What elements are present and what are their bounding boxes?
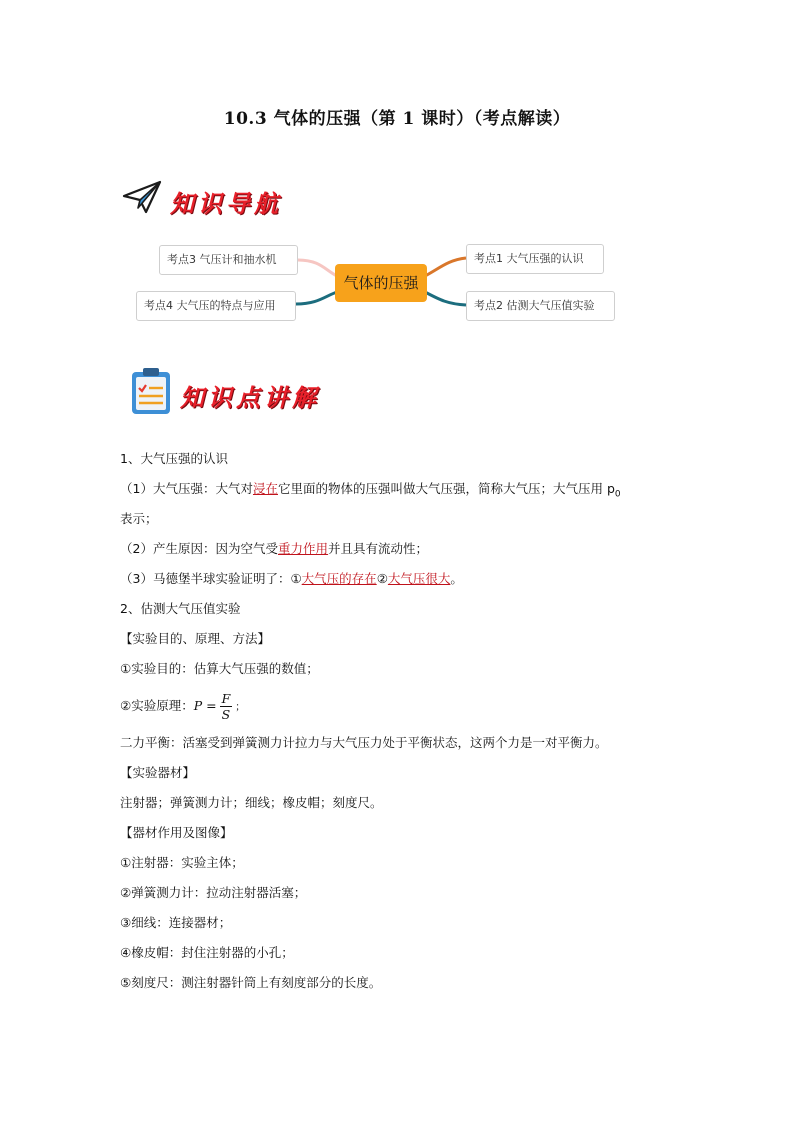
mindmap-node-point3: 考点3 气压计和抽水机 bbox=[159, 245, 298, 275]
content-body bbox=[120, 444, 680, 998]
principle-line: ②实验原理：P = $\frac{F}{S}$ ； bbox=[120, 691, 246, 722]
section1-item2: （2）产生原因：因为空气受重力作用并且具有流动性； bbox=[120, 541, 428, 556]
section1-item1-cont: 表示； bbox=[120, 511, 158, 526]
mindmap-center-node: 气体的压强 bbox=[335, 264, 427, 302]
role-item: ①注射器：实验主体； bbox=[120, 855, 244, 870]
section1-heading: 1、大气压强的认识 bbox=[120, 451, 228, 466]
role-item: ⑤刻度尺：测注射器针筒上有刻度部分的长度。 bbox=[120, 975, 382, 990]
role-item: ③细线：连接器材； bbox=[120, 915, 232, 930]
formula-fraction: $\frac{F}{S}$ bbox=[221, 691, 231, 722]
equip-heading: 【实验器材】 bbox=[120, 765, 196, 780]
explain-heading: 知识点讲解 bbox=[180, 383, 320, 412]
mindmap-node-point2: 考点2 估测大气压值实验 bbox=[466, 291, 615, 321]
roles-heading: 【器材作用及图像】 bbox=[120, 825, 233, 840]
balance-text: 二力平衡：活塞受到弹簧测力计拉力与大气压力处于平衡状态，这两个力是一对平衡力。 bbox=[120, 735, 608, 750]
mindmap-node-point1: 考点1 大气压强的认识 bbox=[466, 244, 604, 274]
section1-item1: （1）大气压强：大气对浸在它里面的物体的压强叫做大气压强，简称大气压；大气压用 $p_0$ bbox=[120, 481, 621, 500]
nav-heading: 知识导航 bbox=[170, 189, 282, 218]
keyword-immersed: 浸在 bbox=[252, 481, 278, 496]
section2-heading: 2、估测大气压值实验 bbox=[120, 601, 241, 616]
keyword-existence: 大气压的存在 bbox=[301, 571, 377, 586]
clipboard-icon bbox=[130, 366, 172, 416]
keyword-very-large: 大气压很大 bbox=[387, 571, 451, 586]
keyword-gravity: 重力作用 bbox=[277, 541, 328, 556]
purpose-text: ①实验目的：估算大气压强的数值； bbox=[120, 661, 319, 676]
formula-lhs: P bbox=[193, 698, 203, 713]
section1-item3: （3）马德堡半球实验证明了：①大气压的存在②大气压很大。 bbox=[120, 571, 463, 586]
role-item: ②弹簧测力计：拉动注射器活塞； bbox=[120, 885, 307, 900]
mindmap-node-point4: 考点4 大气压的特点与应用 bbox=[136, 291, 296, 321]
role-item: ④橡皮帽：封住注射器的小孔； bbox=[120, 945, 294, 960]
page-title: 10.3 气体的压强（第 1 课时）（考点解读） bbox=[223, 109, 571, 129]
equip-text: 注射器；弹簧测力计；细线；橡皮帽；刻度尺。 bbox=[120, 795, 383, 810]
purpose-heading: 【实验目的、原理、方法】 bbox=[120, 631, 271, 646]
